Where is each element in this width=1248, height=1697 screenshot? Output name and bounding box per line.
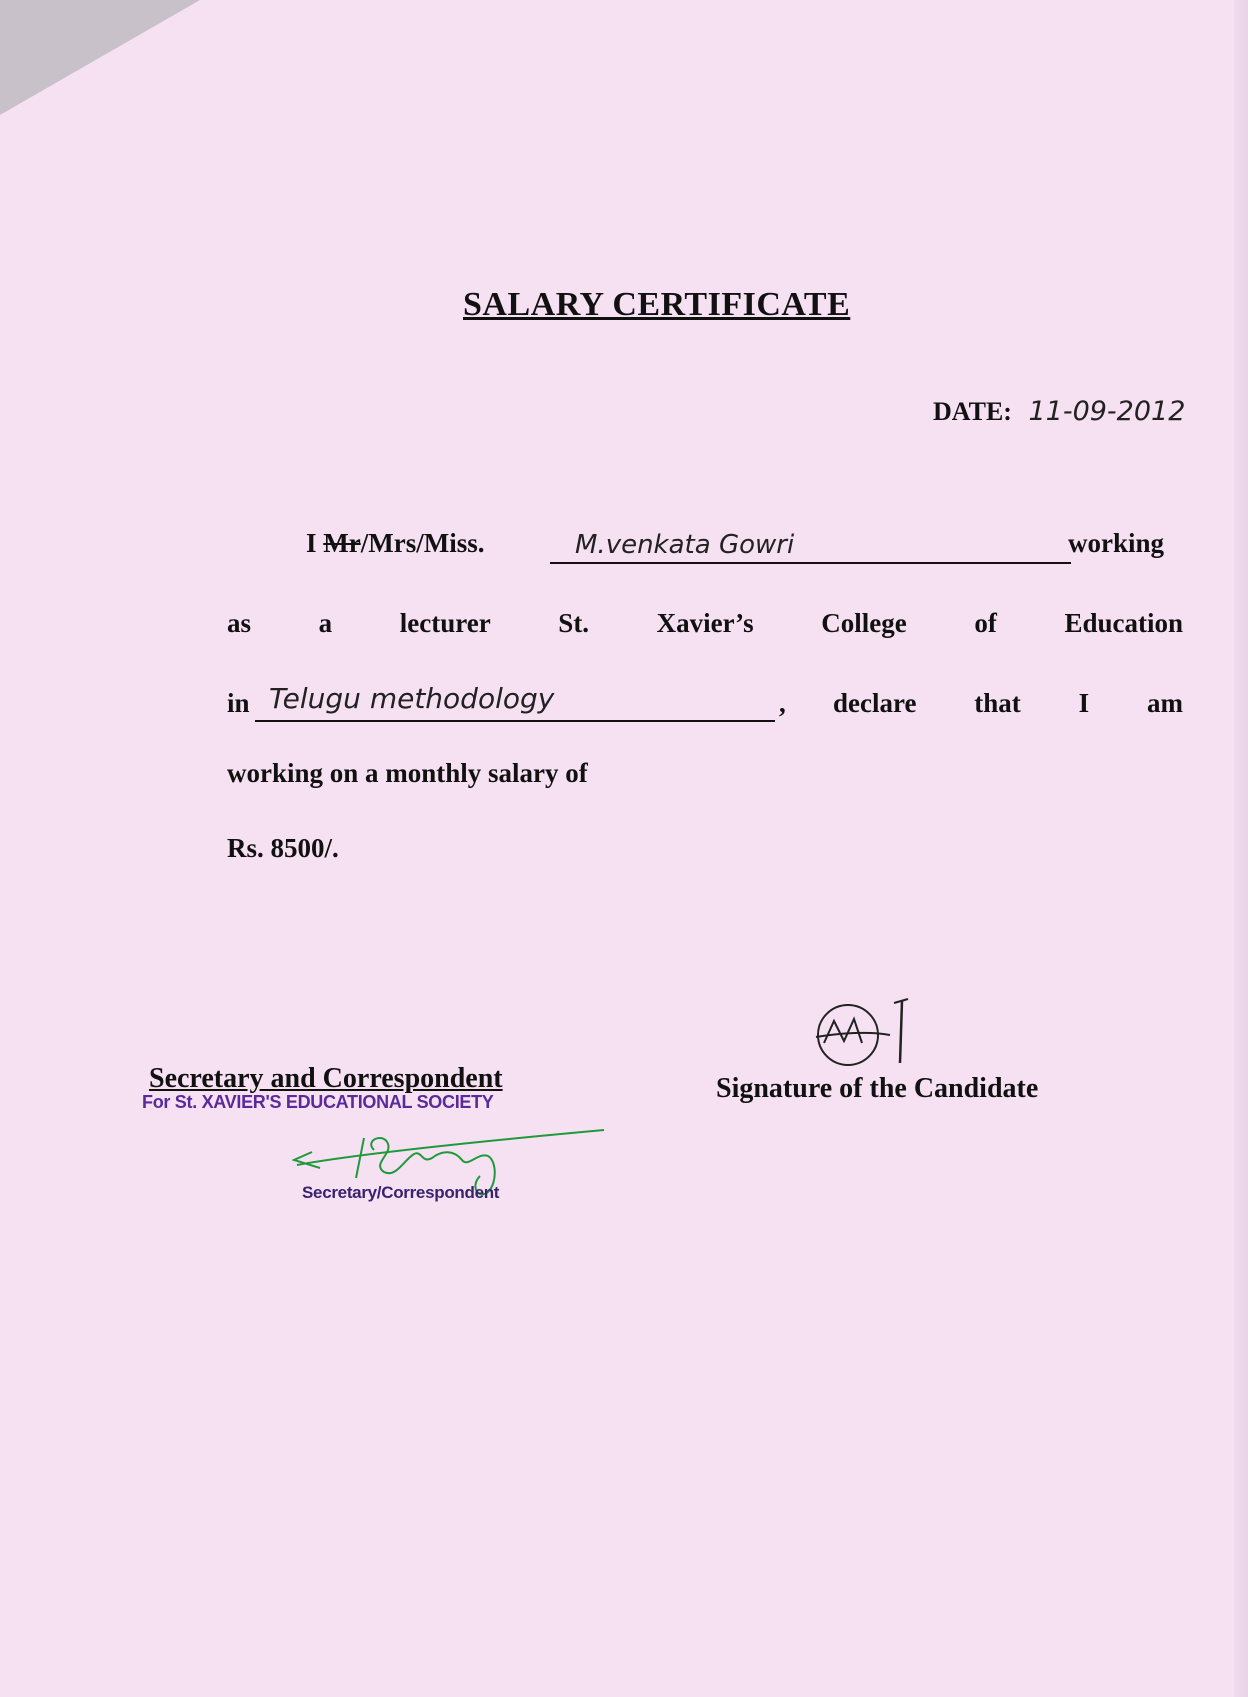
subject-group: [227, 682, 807, 724]
line2-word: as: [227, 608, 252, 638]
date-value: 11-09-2012: [1028, 396, 1186, 427]
line3-word: that: [974, 688, 1021, 718]
page-edge: [1234, 0, 1248, 1697]
struck-title: Mr: [323, 528, 361, 558]
line2-word: Xavier’s: [656, 608, 754, 638]
candidate-label: Signature of the Candidate: [716, 1073, 1039, 1104]
candidate-signature: [810, 993, 920, 1073]
line2-word: of: [974, 608, 997, 638]
subject-blank: [255, 682, 775, 722]
in-word: in: [227, 688, 250, 718]
declare-words: [833, 688, 1183, 724]
role-stamp: Secretary/Correspondent: [302, 1183, 500, 1202]
date-line: [933, 396, 1185, 427]
declaration-line-1: [306, 528, 1186, 568]
title-options: [306, 528, 484, 559]
line3-word: am: [1146, 688, 1183, 718]
candidate-name: M.venkata Gowri: [575, 530, 795, 560]
declaration-line-4: working on a monthly salary of: [227, 758, 588, 788]
society-stamp: For St. XAVIER'S EDUCATIONAL SOCIETY: [142, 1092, 494, 1112]
line2-word: lecturer: [399, 608, 491, 638]
working-word: working: [1068, 528, 1165, 558]
comma: ,: [779, 688, 786, 718]
date-label: DATE:: [933, 397, 1012, 426]
title-rest: /Mrs/Miss.: [360, 528, 485, 558]
folded-corner: [0, 0, 200, 115]
subject-value: Telugu methodology: [269, 682, 555, 715]
declaration-line-3: [227, 682, 1183, 724]
declaration-line-2: [227, 608, 1183, 639]
salary-amount: Rs. 8500/.: [227, 833, 339, 863]
secretary-label: Secretary and Correspondent: [149, 1063, 503, 1094]
line3-word: I: [1078, 688, 1090, 718]
line2-word: a: [318, 608, 333, 638]
pronoun: I: [306, 528, 317, 558]
name-blank: [550, 528, 1071, 564]
line2-word: College: [821, 608, 907, 638]
line3-word: declare: [833, 688, 917, 718]
certificate-title: SALARY CERTIFICATE: [463, 286, 851, 323]
line2-word: Education: [1064, 608, 1183, 638]
line2-word: St.: [558, 608, 590, 638]
